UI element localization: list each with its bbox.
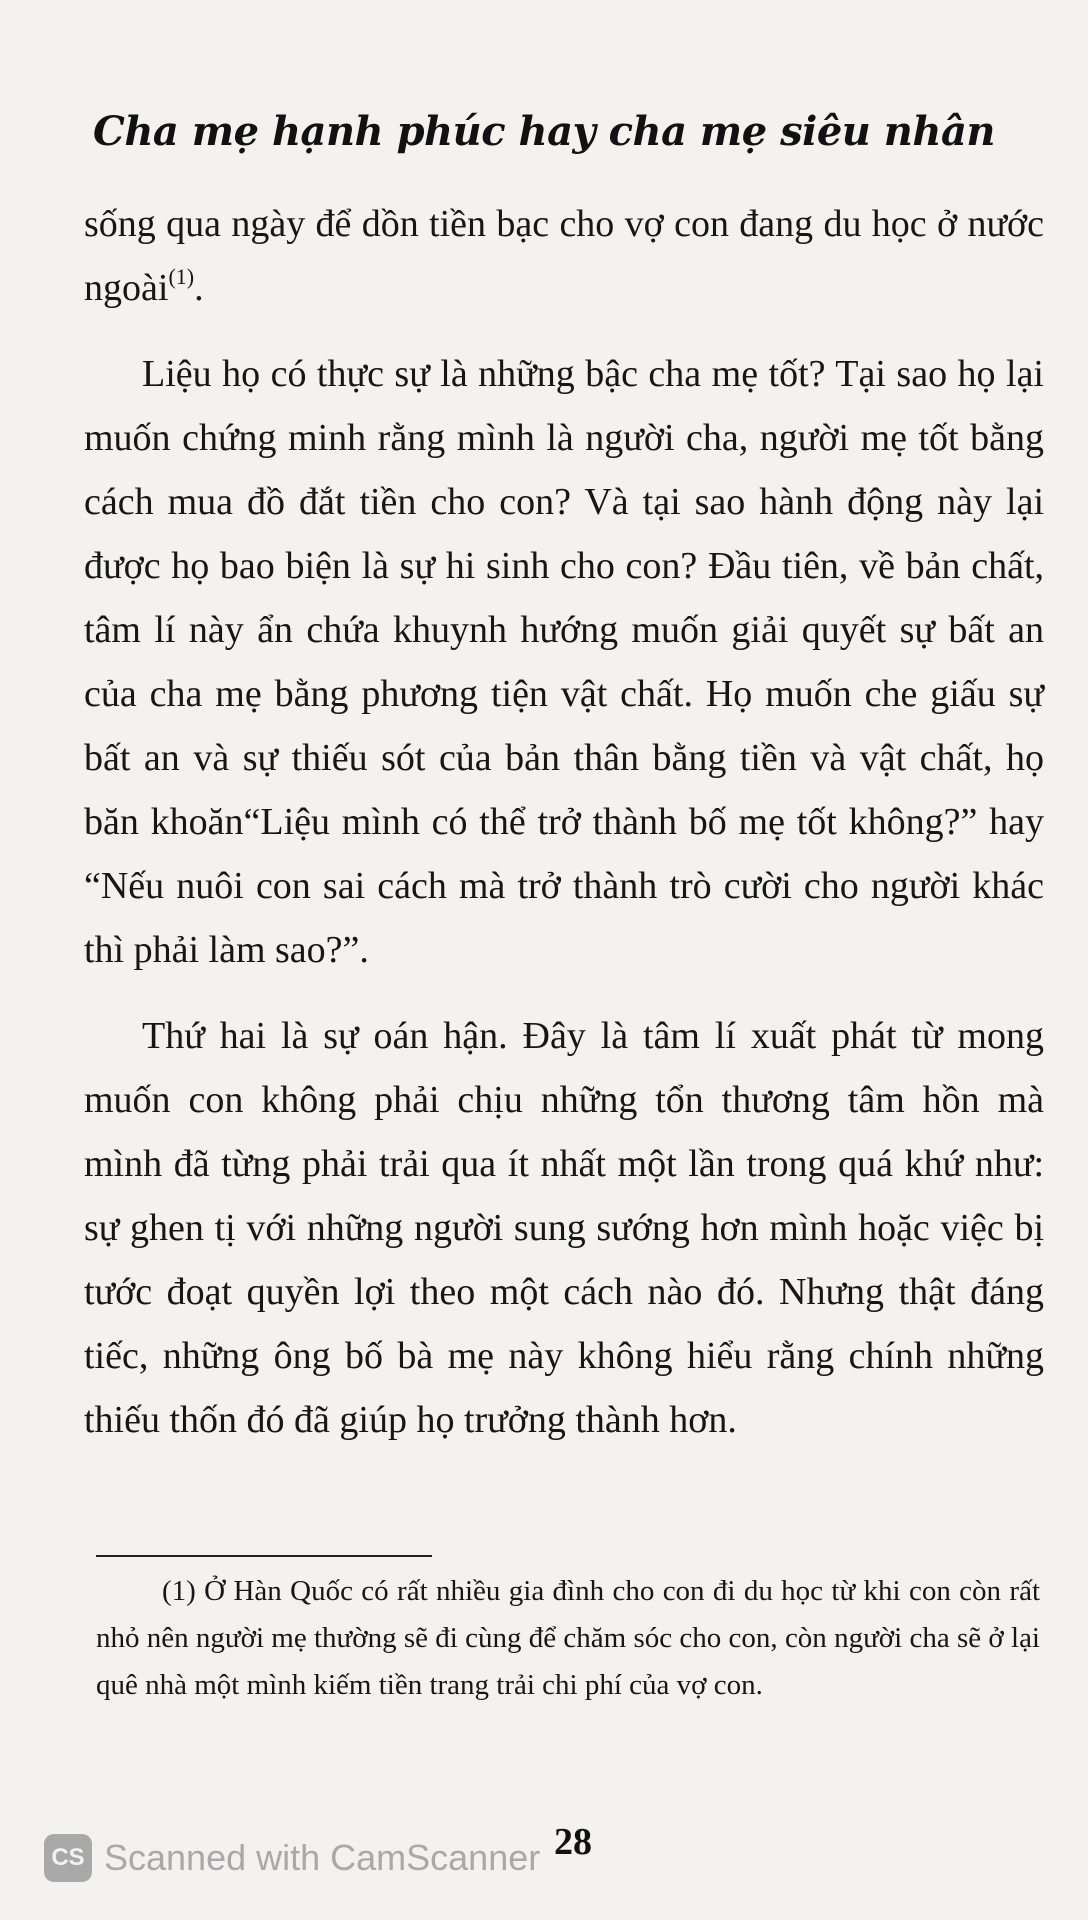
footnote-divider [96, 1555, 432, 1557]
camscanner-logo-icon: CS [44, 1834, 92, 1882]
body-text [84, 192, 1044, 1452]
paragraph-resentment: Thứ hai là sự oán hận. Đây là tâm lí xuất phát từ mong muốn con không phải chịu những tổn thương tâm hồn mà mình đã từng phải trải qua ít nhất một lần trong quá khứ như: sự ghen tị với những người sung sướng hơn mình hoặc việc bị tước đoạt quyền lợi theo một cách nào đó. Nhưng thật đáng tiếc, những ông bố bà mẹ này không hiểu rằng chính những thiếu thốn đó đã giúp họ trưởng thành hơn. [84, 1015, 1044, 1441]
paragraph-parents-question: Liệu họ có thực sự là những bậc cha mẹ tốt? Tại sao họ lại muốn chứng minh rằng mình là người cha, người mẹ tốt bằng cách mua đồ đắt tiền cho con? Và tại sao hành động này lại được họ bao biện là sự hi sinh cho con? Đầu tiên, về bản chất, tâm lí này ẩn chứa khuynh hướng muốn giải quyết sự bất an của cha mẹ bằng phương tiện vật chất. Họ muốn che giấu sự bất an và sự thiếu sót của bản thân bằng tiền và vật chất, họ băn khoăn“Liệu mình có thể trở thành bố mẹ tốt không?” hay “Nếu nuôi con sai cách mà trở thành trò cười cho người khác thì phải làm sao?”. [84, 353, 1044, 971]
footnote: (1) Ở Hàn Quốc có rất nhiều gia đình cho con đi du học từ khi con còn rất nhỏ nên người mẹ thường sẽ đi cùng để chăm sóc cho con, còn người cha sẽ ở lại quê nhà một mình kiếm tiền trang trải chi phí của vợ con. [96, 1575, 1040, 1701]
paragraph-continued [84, 192, 1044, 320]
running-header-title: Cha mẹ hạnh phúc hay cha mẹ siêu nhân [93, 108, 995, 155]
camscanner-watermark [44, 1834, 540, 1882]
watermark-text: Scanned with CamScanner [104, 1837, 541, 1878]
page-number: 28 [554, 1821, 592, 1863]
footnote-reference: (1) [168, 264, 195, 289]
paragraph-continued-text: sống qua ngày để dồn tiền bạc cho vợ con đang du học ở nước ngoài [84, 203, 1044, 309]
paragraph-continued-end: . [194, 267, 204, 309]
